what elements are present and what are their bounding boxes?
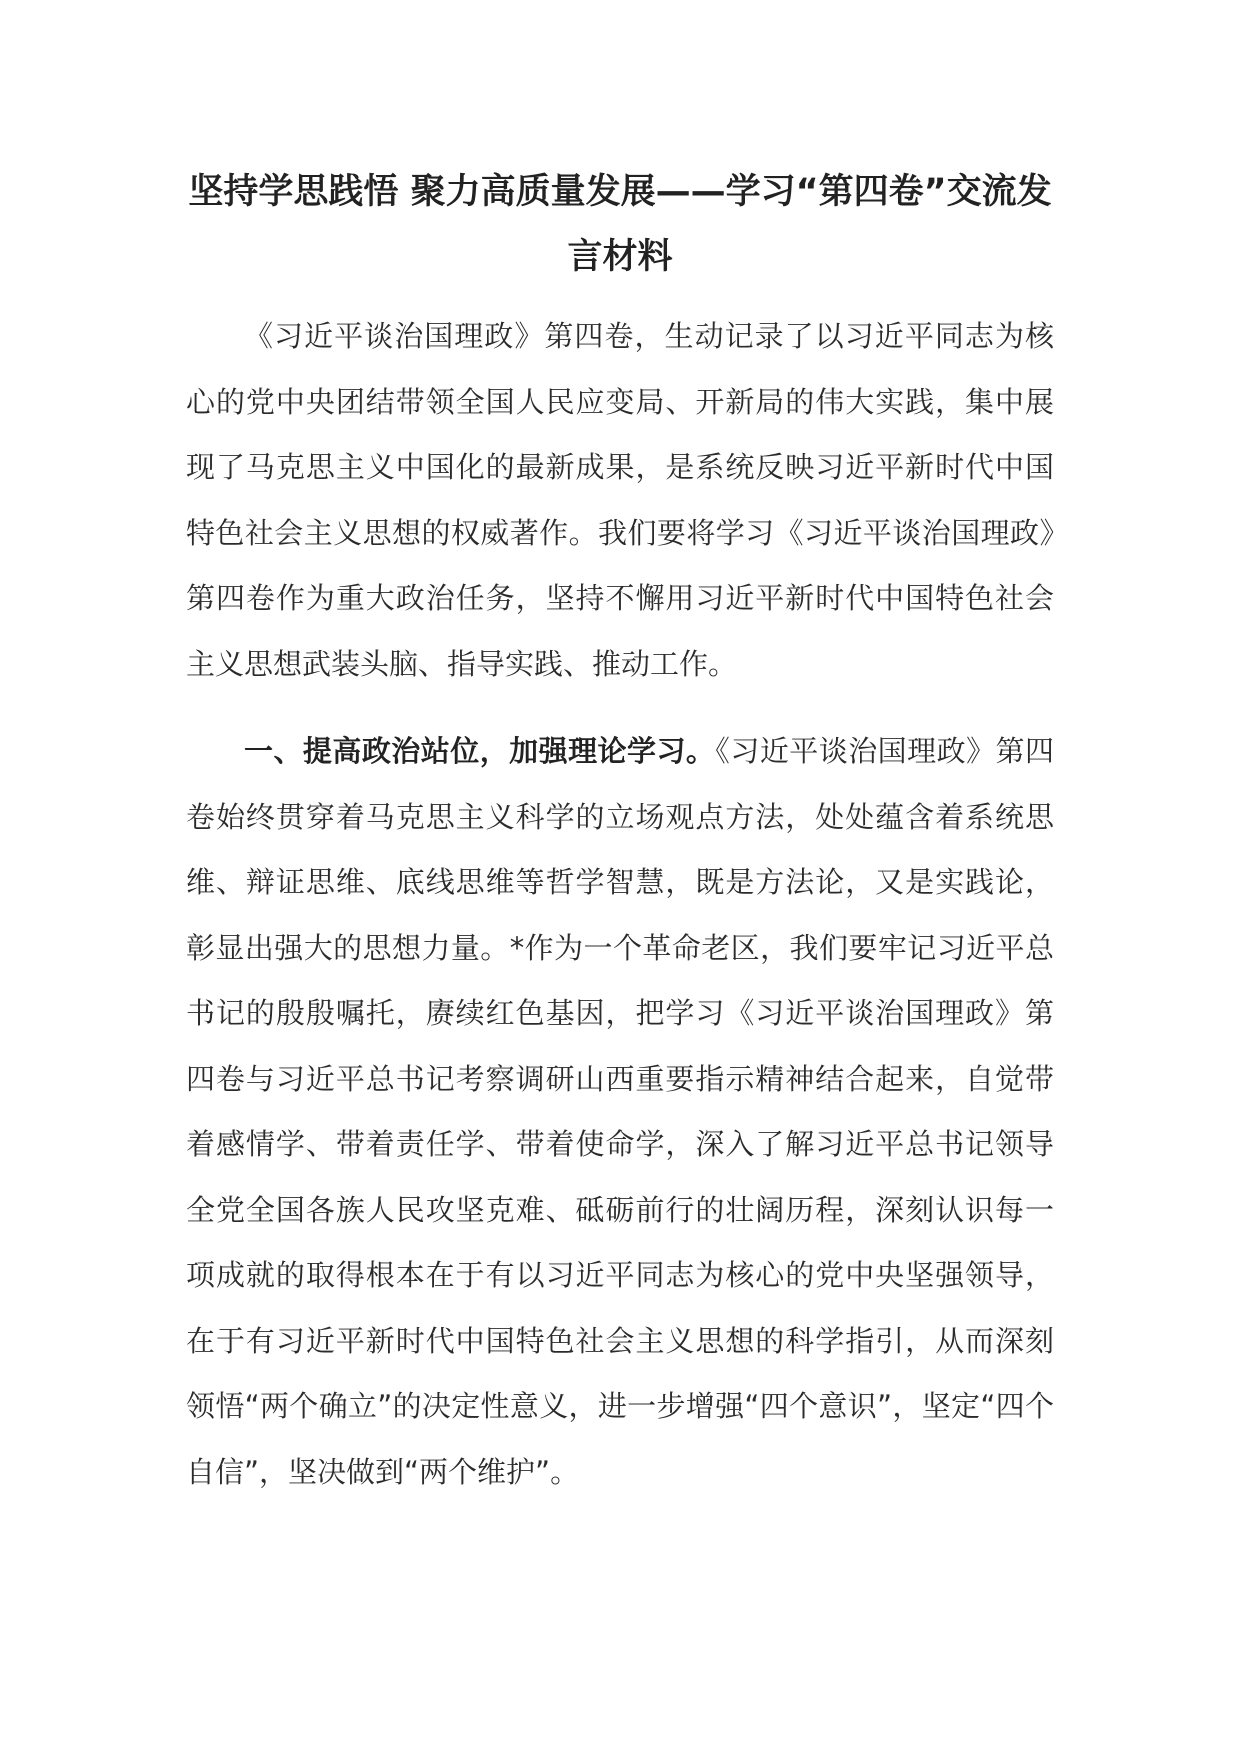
paragraph-intro-text: 《习近平谈治国理政》第四卷，生动记录了以习近平同志为核心的党中央团结带领全国人民应变局、开新局的伟大实践，集中展现了马克思主义中国化的最新成果，是系统反映习近平新时代中国特色社会主义思想的权威著作。我们要将学习《习近平谈治国理政》第四卷作为重大政治任务，坚持不懈用习近平新时代中国特色社会主义思想武装头脑、指导实践、推动工作。 — [186, 319, 1054, 681]
paragraph-intro — [186, 304, 1054, 697]
document-title: 坚持学思践悟 聚力高质量发展——学习“第四卷”交流发言材料 — [188, 172, 1052, 277]
section-one-text: 《习近平谈治国理政》第四卷始终贯穿着马克思主义科学的立场观点方法，处处蕴含着系统思维、辩证思维、底线思维等哲学智慧，既是方法论，又是实践论，彰显出强大的思想力量。*作为一个革命老区，我们要牢记习近平总书记的殷殷嘱托，赓续红色基因，把学习《习近平谈治国理政》第四卷与习近平总书记考察调研山西重要指示精神结合起来，自觉带着感情学、带着责任学、带着使命学，深入了解习近平总书记领导全党全国各族人民攻坚克难、砥砺前行的壮阔历程，深刻认识每一项成就的取得根本在于有以习近平同志为核心的党中央坚强领导，在于有习近平新时代中国特色社会主义思想的科学指引，从而深刻领悟“两个确立”的决定性意义，进一步增强“四个意识”，坚定“四个自信”，坚决做到“两个维护”。 — [186, 734, 1054, 1489]
paragraph-section-one — [186, 719, 1054, 1505]
document-body — [186, 160, 1054, 1505]
section-one-heading: 一、提高政治站位，加强理论学习。 — [244, 734, 716, 768]
